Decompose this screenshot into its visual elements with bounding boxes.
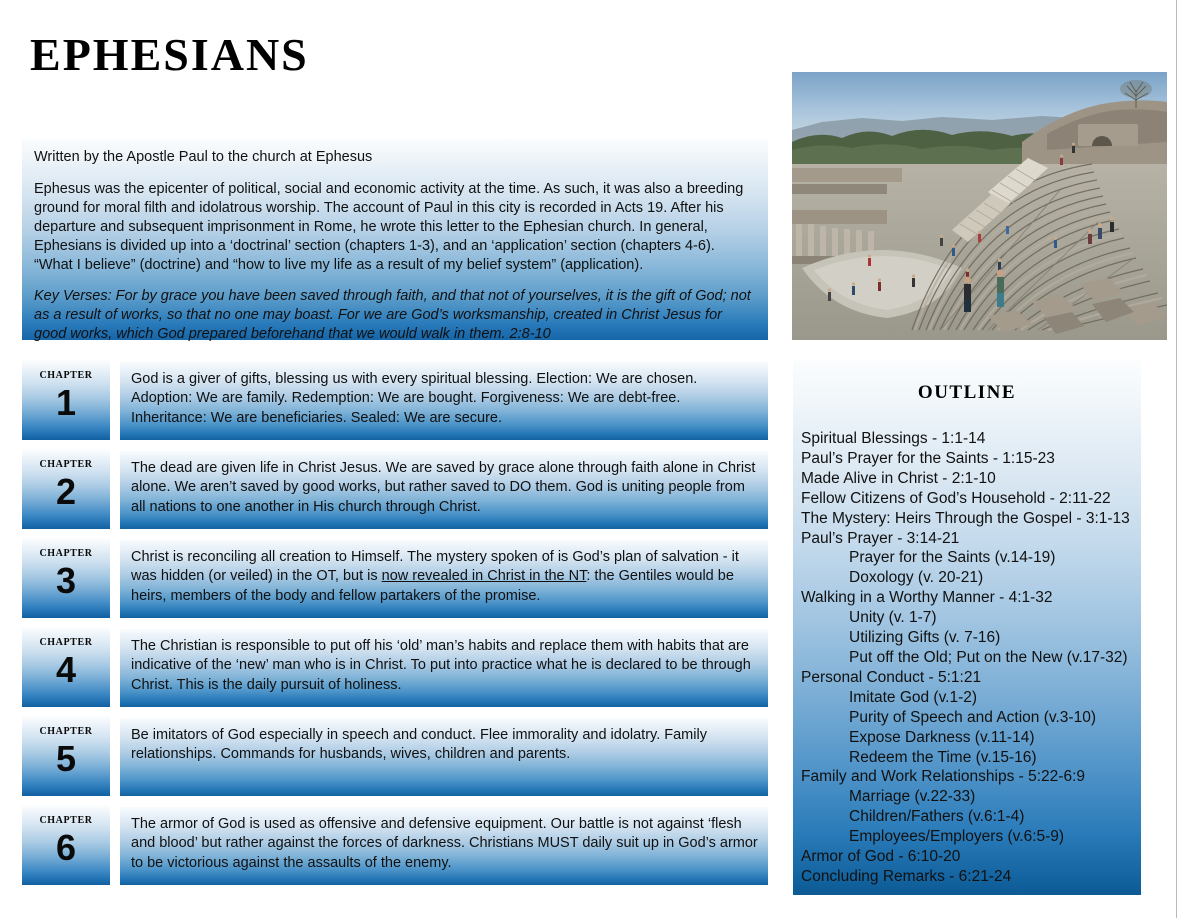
outline-subitem: Utilizing Gifts (v. 7-16) <box>849 629 1001 647</box>
chapter-badge-6 <box>22 805 110 885</box>
chapter-summary-text <box>120 629 768 707</box>
chapter-number: 5 <box>55 738 77 779</box>
chapter-label: chapter <box>39 634 93 649</box>
outline-item: Paul’s Prayer for the Saints - 1:15-23 <box>801 449 1055 467</box>
outline-item: Spiritual Blessings - 1:1-14 <box>801 430 986 447</box>
outline-title: outline <box>917 374 1017 404</box>
ephesus-theatre-photo <box>792 72 1167 340</box>
outline-item: Made Alive in Christ - 2:1-10 <box>801 469 996 487</box>
chapter-row <box>22 449 768 529</box>
chapter-summary-part: The Christian is responsible to put off his ‘old’ man’s habits and replace them with habits that are indicative of the ‘new’ man who is in Christ. To put into practice what he is declared to be through Christ. This is the daily pursuit of holiness. <box>131 638 751 693</box>
outline-list <box>801 429 1133 887</box>
chapter-summary-list <box>22 360 768 894</box>
chapter-label: chapter <box>39 456 93 471</box>
intro-subtitle: Written by the Apostle Paul to the church at Ephesus <box>34 149 373 165</box>
outline-subitem: Marriage (v.22-33) <box>849 788 976 806</box>
intro-key-verses: Key Verses: For by grace you have been saved through faith, and that not of yourselves, it is the gift of God; not as a result of works, so that no one may boast. For we are God’s worksmanship, created in Christ Jesus for good works, which God prepared beforehand that we would walk in them. 2:8-10 <box>34 288 751 342</box>
outline-subitem: Doxology (v. 20-21) <box>849 569 984 587</box>
outline-item: Walking in a Worthy Manner - 4:1-32 <box>801 589 1053 607</box>
ephesus-theatre-image <box>792 72 1167 340</box>
outline-item: Paul’s Prayer - 3:14-21 <box>801 529 960 547</box>
outline-subitem: Prayer for the Saints (v.14-19) <box>849 549 1056 567</box>
outline-subitem: Expose Darkness (v.11-14) <box>849 728 1035 746</box>
chapter-badge-5 <box>22 716 110 796</box>
chapter-summary-emphasis: now revealed in Christ in the NT <box>381 568 587 585</box>
outline-subitem: Imitate God (v.1-2) <box>849 688 978 706</box>
chapter-summary-part: Christ is reconciling all creation to Himself. The mystery spoken of is God’s plan of salvation - it was hidden (or veiled) in the OT, but is <box>131 549 739 585</box>
chapter-badge-2 <box>22 449 110 529</box>
chapter-badge-1 <box>22 360 110 440</box>
chapter-label: chapter <box>39 812 93 827</box>
chapter-summary-text <box>120 718 768 796</box>
outline-subitem: Redeem the Time (v.15-16) <box>849 748 1037 766</box>
outline-item: The Mystery: Heirs Through the Gospel - 3:1-13 <box>801 509 1130 527</box>
outline-item: Concluding Remarks - 6:21-24 <box>801 867 1012 885</box>
chapter-summary-text <box>120 540 768 618</box>
chapter-label: chapter <box>39 367 93 382</box>
chapter-summary-part: The armor of God is used as offensive and defensive equipment. Our battle is not against ‘flesh and blood’ but rather against the forces of darkness. Christians MUST daily suit up in God’s armor to be victorious against the assaults of the enemy. <box>131 816 758 871</box>
chapter-row <box>22 805 768 885</box>
chapter-badge-4 <box>22 627 110 707</box>
chapter-number: 6 <box>55 827 77 868</box>
chapter-number: 4 <box>55 649 77 690</box>
chapter-label: chapter <box>39 723 93 738</box>
intro-paragraph: Ephesus was the epicenter of political, social and economic activity at the time. As such, it was also a breeding ground for moral filth and idolatrous worship. The account of Paul in this city is recorded in Acts 19. After his departure and subsequent imprisonment in Rome, he wrote this letter to the Ephesian church. In general, Ephesians is divided up into a ‘doctrinal’ section (chapters 1-3), and an ‘application’ section (chapters 4-6). “What I believe” (doctrine) and “how to live my life as a result of my belief system” (application). <box>34 181 744 274</box>
chapter-summary-part: God is a giver of gifts, blessing us with every spiritual blessing. Election: We are chosen. Adoption: We are family. Redemption: We are bought. Forgiveness: We are debt-free. Inheritance: We are beneficiaries. Sealed: We are secure. <box>131 371 698 426</box>
outline-subitem: Unity (v. 1-7) <box>849 609 937 627</box>
intro-panel <box>22 138 768 340</box>
chapter-number: 1 <box>55 382 77 423</box>
outline-subitem: Purity of Speech and Action (v.3-10) <box>849 708 1096 726</box>
outline-subitem: Children/Fathers (v.6:1-4) <box>849 808 1025 826</box>
chapter-summary-part: Be imitators of God especially in speech and conduct. Flee immorality and idolatry. Family relationships. Commands for husbands, wives, children and parents. <box>131 727 707 763</box>
chapter-row <box>22 360 768 440</box>
outline-item: Personal Conduct - 5:1:21 <box>801 668 982 686</box>
chapter-label: chapter <box>39 545 93 560</box>
outline-subitem: Put off the Old; Put on the New (v.17-32) <box>849 648 1128 666</box>
outline-subitem: Employees/Employers (v.6:5-9) <box>849 828 1065 846</box>
outline-item: Family and Work Relationships - 5:22-6:9 <box>801 768 1086 786</box>
chapter-summary-text <box>120 362 768 440</box>
chapter-row <box>22 627 768 707</box>
chapter-row <box>22 716 768 796</box>
chapter-summary-text <box>120 451 768 529</box>
chapter-number: 2 <box>55 471 77 512</box>
chapter-summary-part: The dead are given life in Christ Jesus. We are saved by grace alone through faith alone in Christ alone. We aren’t saved by good works, but rather saved to DO them. God is uniting people from all nations to one another in His church through Christ. <box>131 460 756 515</box>
chapter-number: 3 <box>55 560 77 601</box>
outline-item: Armor of God - 6:10-20 <box>801 848 961 866</box>
chapter-badge-3 <box>22 538 110 618</box>
page-edge-rule <box>1176 0 1177 918</box>
chapter-row <box>22 538 768 618</box>
chapter-summary-text <box>120 807 768 885</box>
outline-panel <box>793 360 1141 895</box>
chapter-summary-part-after: : the Gentiles would be heirs, members of the body and fellow partakers of the promise. <box>131 568 734 604</box>
outline-item: Fellow Citizens of God’s Household - 2:11-22 <box>801 489 1111 507</box>
page-title: ephesians <box>30 12 309 85</box>
